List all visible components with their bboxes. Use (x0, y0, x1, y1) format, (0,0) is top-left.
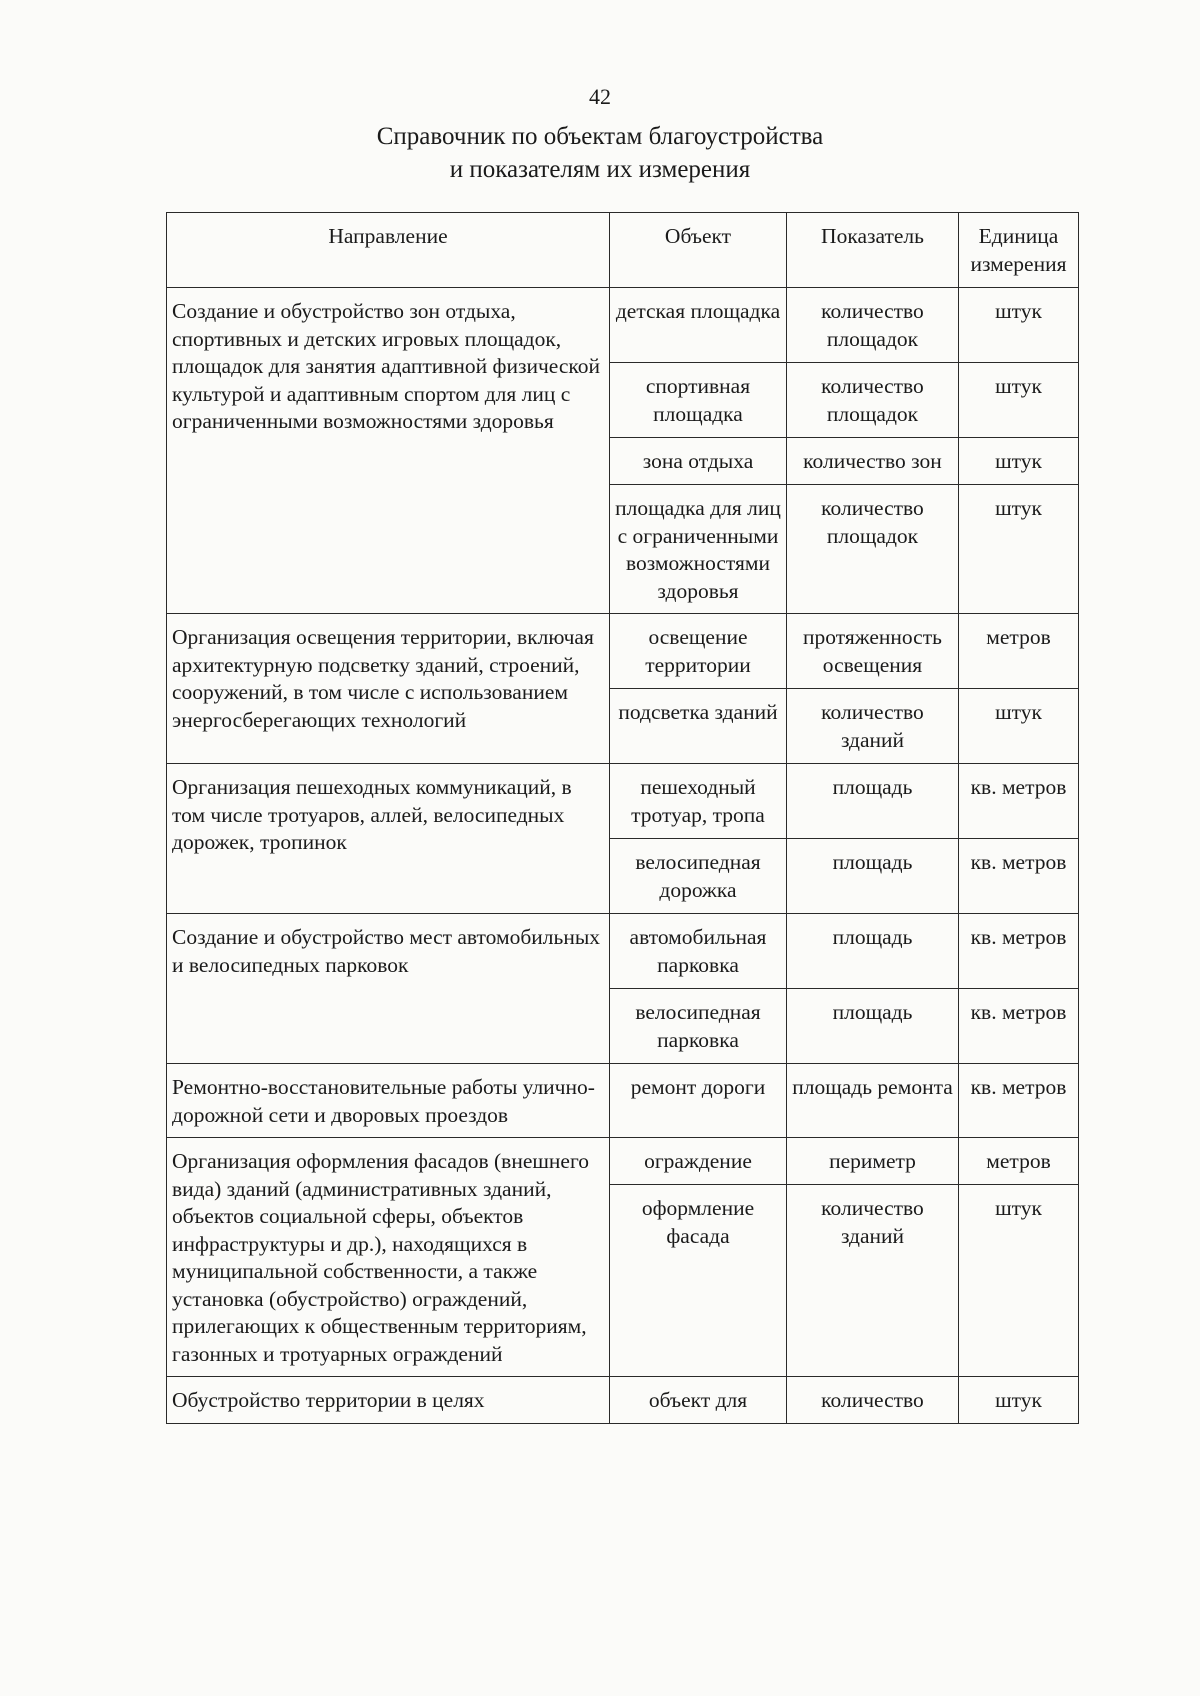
unit-cell: штук (959, 689, 1079, 764)
document-title (0, 120, 1200, 186)
unit-cell: штук (959, 363, 1079, 438)
object-cell: велосипедная дорожка (610, 839, 787, 914)
table-row (167, 288, 1079, 363)
object-cell: велосипедная парковка (610, 989, 787, 1064)
object-cell: пешеходный тротуар, тропа (610, 764, 787, 839)
object-cell: ограждение (610, 1138, 787, 1185)
indicator-cell: площадь (787, 989, 959, 1064)
object-cell: площадка для лиц с ограниченными возможностями здоровья (610, 485, 787, 614)
unit-cell: метров (959, 614, 1079, 689)
indicator-cell: периметр (787, 1138, 959, 1185)
table-row (167, 1064, 1079, 1138)
indicator-cell: количество площадок (787, 288, 959, 363)
indicator-cell: количество зданий (787, 1185, 959, 1377)
object-cell: зона отдыха (610, 438, 787, 485)
object-cell: ремонт дороги (610, 1064, 787, 1138)
table-row (167, 1377, 1079, 1424)
indicator-cell: количество зданий (787, 689, 959, 764)
indicator-cell: количество (787, 1377, 959, 1424)
indicator-cell: количество зон (787, 438, 959, 485)
indicator-cell: площадь ремонта (787, 1064, 959, 1138)
indicator-cell: площадь (787, 839, 959, 914)
direction-cell: Обустройство территории в целях (167, 1377, 610, 1424)
table-row (167, 614, 1079, 689)
direction-cell: Организация пешеходных коммуникаций, в том числе тротуаров, аллей, велосипедных дорожек, тропинок (167, 764, 610, 914)
reference-table (166, 212, 1079, 1424)
direction-cell: Ремонтно-восстановительные работы улично-дорожной сети и дворовых проездов (167, 1064, 610, 1138)
unit-cell: штук (959, 1185, 1079, 1377)
indicator-cell: площадь (787, 914, 959, 989)
object-cell: автомобильная парковка (610, 914, 787, 989)
table-row (167, 914, 1079, 989)
header-row (167, 213, 1079, 288)
unit-cell: штук (959, 438, 1079, 485)
title-line-1: Справочник по объектам благоустройства (376, 123, 824, 150)
page-number: 42 (589, 84, 611, 109)
object-cell: освещение территории (610, 614, 787, 689)
title-line-2: и показателям их измерения (449, 156, 751, 183)
unit-cell: штук (959, 288, 1079, 363)
header-direction: Направление (167, 213, 610, 288)
header-unit: Единица измерения (959, 213, 1079, 288)
unit-cell: кв. метров (959, 989, 1079, 1064)
object-cell: оформление фасада (610, 1185, 787, 1377)
table-row (167, 764, 1079, 839)
table-row (167, 1138, 1079, 1185)
object-cell: объект для (610, 1377, 787, 1424)
object-cell: детская площадка (610, 288, 787, 363)
header-object: Объект (610, 213, 787, 288)
unit-cell: кв. метров (959, 764, 1079, 839)
direction-cell: Организация освещения территории, включая архитектурную подсветку зданий, строений, сооружений, в том числе с использованием энергосберегающих технологий (167, 614, 610, 764)
header-indicator: Показатель (787, 213, 959, 288)
indicator-cell: площадь (787, 764, 959, 839)
object-cell: спортивная площадка (610, 363, 787, 438)
indicator-cell: количество площадок (787, 485, 959, 614)
direction-cell: Создание и обустройство зон отдыха, спортивных и детских игровых площадок, площадок для занятия адаптивной физической культурой и адаптивным спортом для лиц с ограниченными возможностями здоровья (167, 288, 610, 614)
unit-cell: метров (959, 1138, 1079, 1185)
unit-cell: штук (959, 485, 1079, 614)
unit-cell: кв. метров (959, 914, 1079, 989)
indicator-cell: протяженность освещения (787, 614, 959, 689)
object-cell: подсветка зданий (610, 689, 787, 764)
unit-cell: кв. метров (959, 1064, 1079, 1138)
direction-cell: Создание и обустройство мест автомобильных и велосипедных парковок (167, 914, 610, 1064)
unit-cell: штук (959, 1377, 1079, 1424)
unit-cell: кв. метров (959, 839, 1079, 914)
indicator-cell: количество площадок (787, 363, 959, 438)
direction-cell: Организация оформления фасадов (внешнего вида) зданий (административных зданий, объектов социальной сферы, объектов инфраструктуры и др.), находящихся в муниципальной собственности, а также установка (обустройство) ограждений, прилегающих к общественным территориям, газонных и тротуарных ограждений (167, 1138, 610, 1377)
